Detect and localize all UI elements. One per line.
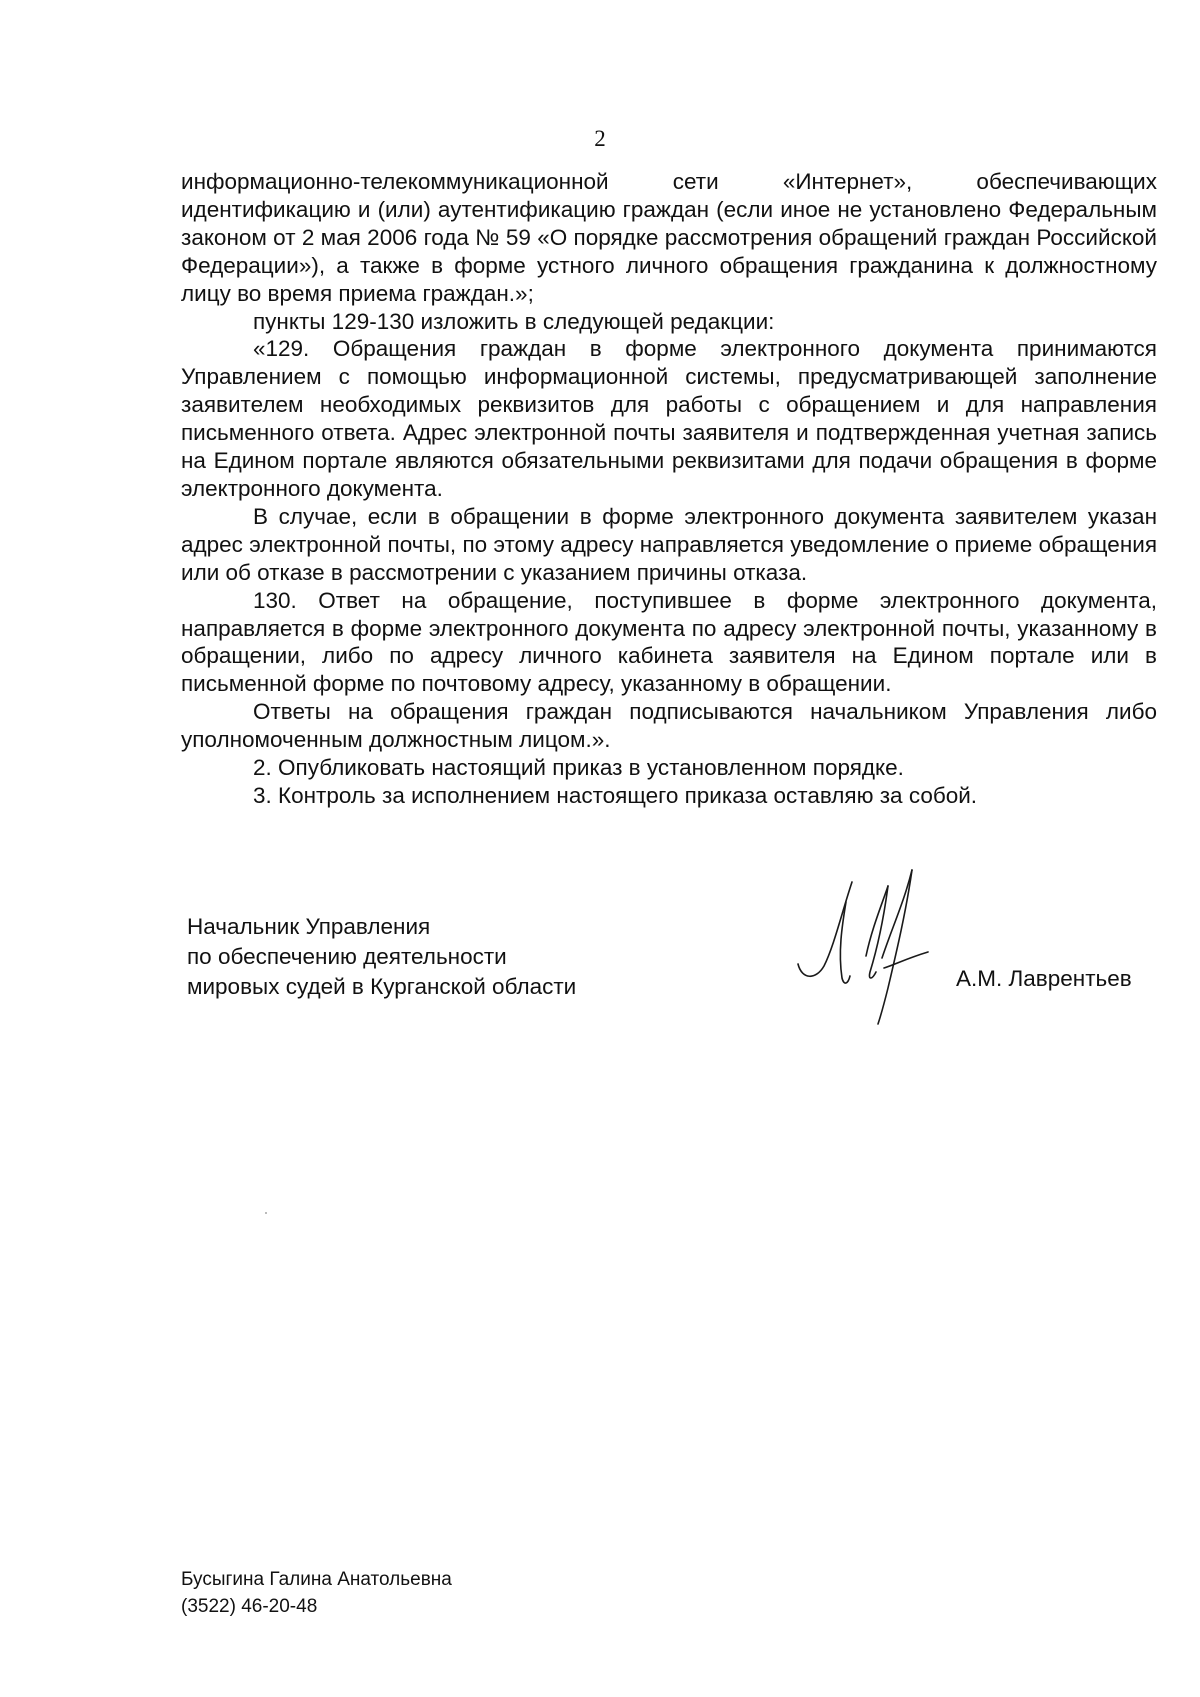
signer-position <box>187 912 576 1002</box>
executor-phone: (3522) 46-20-48 <box>181 1596 318 1617</box>
paragraph-point-129: «129. Обращения граждан в форме электронного документа принимаются Управлением с помощью информационной системы, предусматривающей заполнение заявителем необходимых реквизитов для работы с обращением и для направления письменного ответа. Адрес электронной почты заявителя и подтвержденная учетная запись на Едином портале являются обязательными реквизитами для подачи обращения в форме электронного документа. <box>181 336 1157 501</box>
signature-stroke <box>882 870 912 958</box>
signature-stroke <box>884 952 928 968</box>
paragraph-continuation: информационно-телекоммуникационной сети «Интернет», обеспечивающих идентификацию и (или) аутентификацию граждан (если иное не установлено Федеральным законом от 2 мая 2006 года № 59 «О порядке рассмотрения обращений граждан Российской Федерации»), а также в форме устного личного обращения гражданина к должностному лицу во время приема граждан.»; <box>181 169 1157 306</box>
scan-speck <box>265 1212 267 1214</box>
signer-name: А.М. Лаврентьев <box>956 966 1132 991</box>
paragraph-control-order: 3. Контроль за исполнением настоящего приказа оставляю за собой. <box>253 782 978 808</box>
executor-name: Бусыгина Галина Анатольевна <box>181 1569 452 1590</box>
signature-stroke <box>798 882 852 976</box>
document-body <box>181 168 1157 810</box>
paragraph-answers-signing: Ответы на обращения граждан подписываются начальником Управления либо уполномоченным должностным лицом.». <box>181 699 1157 753</box>
signer-position-line: Начальник Управления <box>187 914 431 939</box>
paragraph-publish-order: 2. Опубликовать настоящий приказ в установленном порядке. <box>253 755 904 781</box>
handwritten-signature <box>788 868 968 1028</box>
paragraph-point-130: 130. Ответ на обращение, поступившее в форме электронного документа, направляется в форме электронного документа по адресу электронной почты, указанному в обращении, либо по адресу личного кабинета заявителя на Едином портале или в письменной форме по почтовому адресу, указанному в обращении. <box>181 587 1157 697</box>
executor-info <box>181 1566 452 1620</box>
paragraph-email-notification: В случае, если в обращении в форме электронного документа заявителем указан адрес электронной почты, по этому адресу направляется уведомление о приеме обращения или об отказе в рассмотрении с указанием причины отказа. <box>181 503 1157 585</box>
signer-position-line: мировых судей в Курганской области <box>187 974 577 999</box>
paragraph-points-129-130: пункты 129-130 изложить в следующей редакции: <box>253 308 775 334</box>
page-number: 2 <box>594 126 606 151</box>
signature-stroke <box>878 870 912 1024</box>
signer-position-line: по обеспечению деятельности <box>187 944 507 969</box>
